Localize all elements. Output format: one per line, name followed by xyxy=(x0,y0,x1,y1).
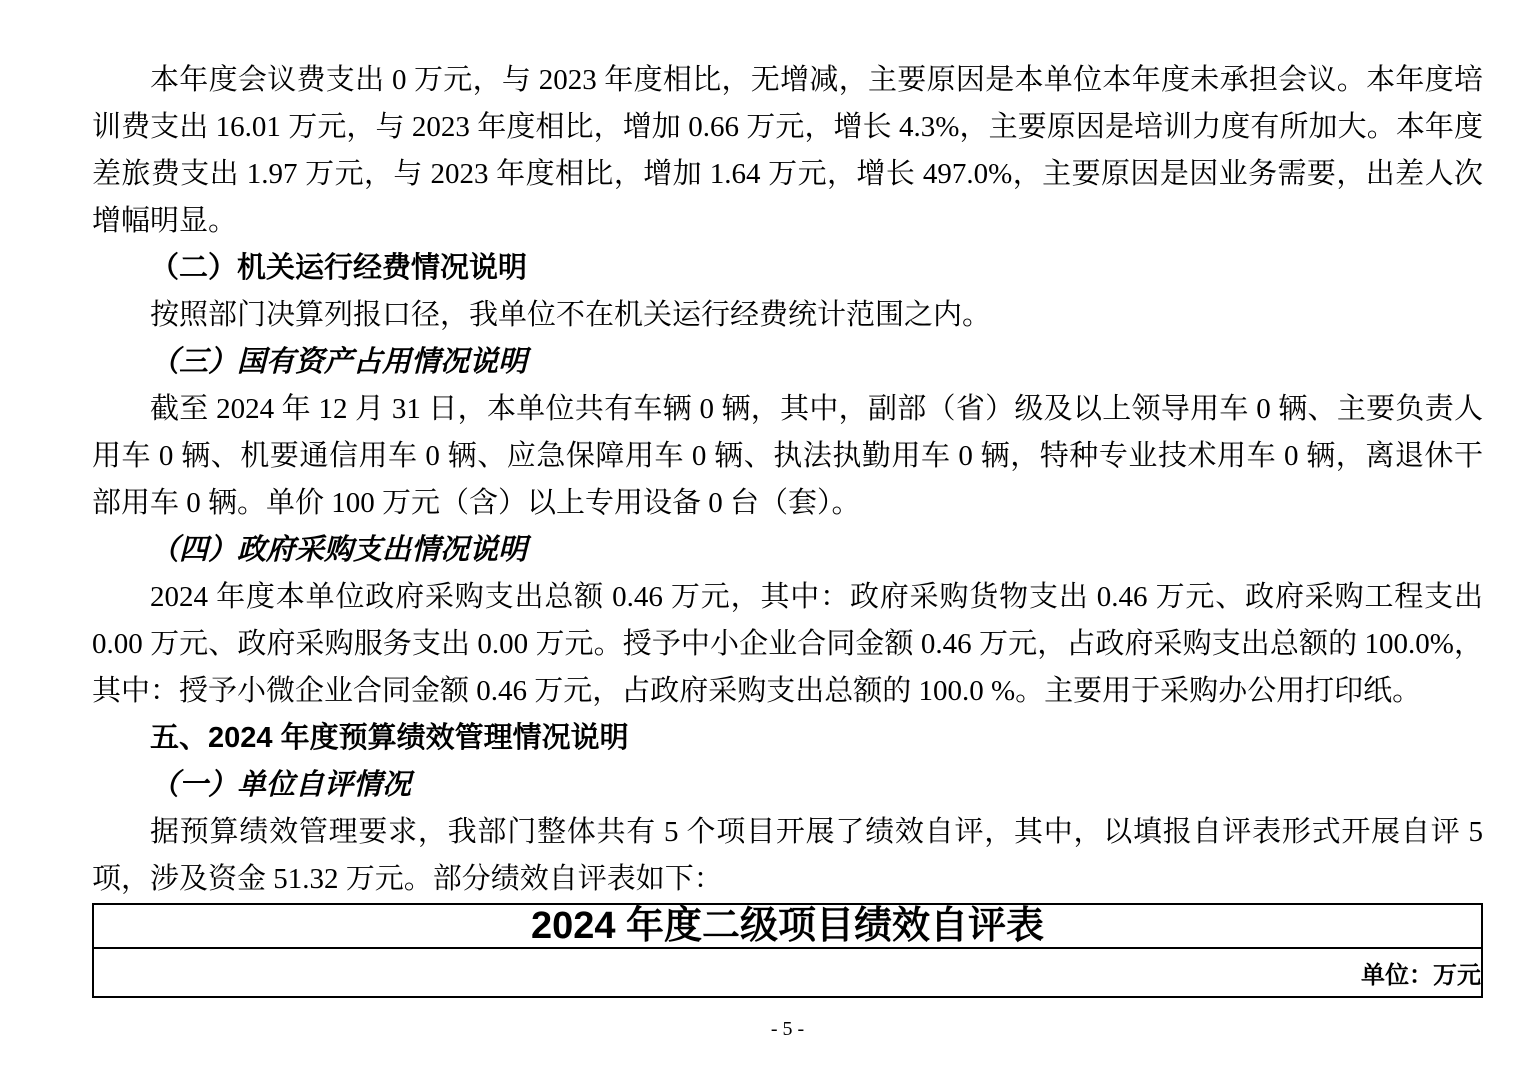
heading-section-3-state-assets: （三）国有资产占用情况说明 xyxy=(150,346,528,378)
heading-section-2-agency-operating-funds: （二）机关运行经费情况说明 xyxy=(150,252,528,284)
performance-self-evaluation-table xyxy=(92,903,1483,998)
table-title-row xyxy=(93,904,1482,948)
page-number: - 5 - xyxy=(770,1018,805,1040)
paragraph-government-procurement: 2024 年度本单位政府采购支出总额 0.46 万元，其中：政府采购货物支出 0.46 万元、政府采购工程支出 0.00 万元、政府采购服务支出 0.00 万元。授予中小企业合同金额 0.46 万元，占政府采购支出总额的 100.0%，其中：授予小微企业合同金额 0.46 万元，占政府采购支出总额的 100.0 %。主要用于采购办公用打印纸。 xyxy=(92,581,1483,707)
paragraph-agency-operating-funds: 按照部门决算列报口径，我单位不在机关运行经费统计范围之内。 xyxy=(150,299,992,331)
paragraph-self-evaluation-summary: 据预算绩效管理要求，我部门整体共有 5 个项目开展了绩效自评，其中，以填报自评表形式开展自评 5 项，涉及资金 51.32 万元。部分绩效自评表如下： xyxy=(92,816,1483,895)
table-unit-row xyxy=(93,948,1482,997)
document-content xyxy=(92,0,1483,998)
paragraph-state-assets-vehicles: 截至 2024 年 12 月 31 日，本单位共有车辆 0 辆，其中，副部（省）级及以上领导用车 0 辆、主要负责人用车 0 辆、机要通信用车 0 辆、应急保障用车 0 辆、执法执勤用车 0 辆，特种专业技术用车 0 辆，离退休干部用车 0 辆。单价 100 万元（含）以上专用设备 0 台（套）。 xyxy=(92,393,1483,519)
paragraph-meeting-training-travel-expenses: 本年度会议费支出 0 万元，与 2023 年度相比，无增减，主要原因是本单位本年度未承担会议。本年度培训费支出 16.01 万元，与 2023 年度相比，增加 0.66 万元，增长 4.3%，主要原因是培训力度有所加大。本年度差旅费支出 1.97 万元，与 2023 年度相比，增加 1.64 万元，增长 497.0%，主要原因是因业务需要，出差人次增幅明显。 xyxy=(92,64,1483,237)
heading-section-4-government-procurement: （四）政府采购支出情况说明 xyxy=(150,534,528,566)
table-title: 2024 年度二级项目绩效自评表 xyxy=(93,904,1482,948)
heading-section-5-budget-performance: 五、2024 年度预算绩效管理情况说明 xyxy=(150,722,629,754)
table-unit-label: 单位：万元 xyxy=(93,948,1482,997)
heading-section-5-1-self-evaluation: （一）单位自评情况 xyxy=(150,769,412,801)
